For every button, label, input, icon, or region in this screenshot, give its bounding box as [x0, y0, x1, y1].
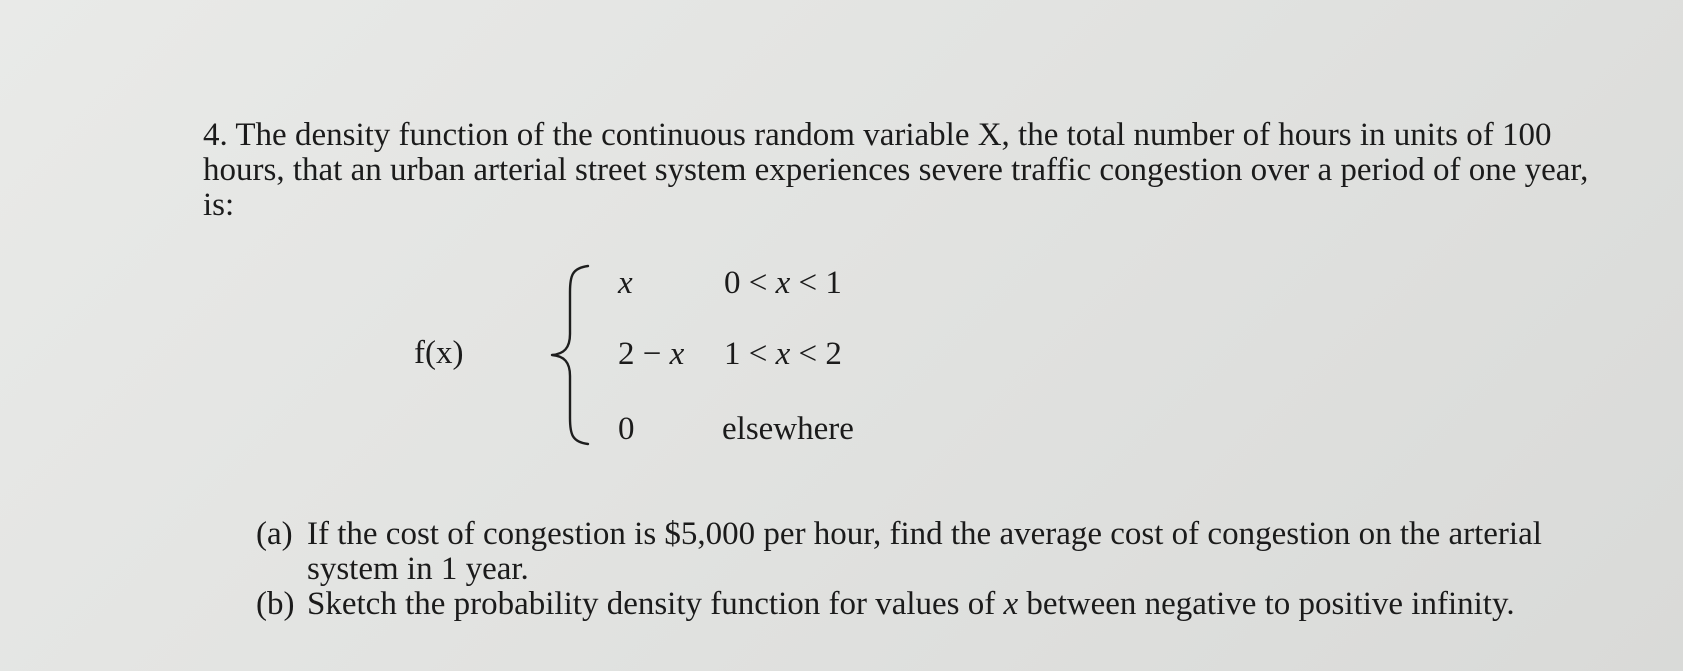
case-2-condition: 1 < x < 2	[724, 336, 842, 372]
part-b-text	[307, 587, 1556, 622]
problem-statement	[203, 117, 1589, 223]
case-3-expression: 0	[618, 411, 635, 447]
case-1-condition: 0 < x < 1	[724, 265, 842, 301]
part-a-label: (a)	[256, 516, 293, 552]
case-1-expression: x	[618, 265, 633, 301]
sub-questions	[256, 517, 1556, 622]
problem-line: is:	[203, 187, 235, 223]
part-b-label: (b)	[256, 586, 295, 622]
case-2-expression: 2 − x	[618, 336, 685, 372]
function-label: f(x)	[414, 335, 464, 371]
part-a	[256, 517, 1556, 587]
problem-line: hours, that an urban arterial street system experiences severe traffic congestion over a period of one year,	[203, 152, 1589, 188]
case-3-condition: elsewhere	[722, 411, 854, 447]
problem-line: 4. The density function of the continuous random variable X, the total number of hours in units of 100	[203, 117, 1552, 153]
part-b	[256, 587, 1556, 622]
part-a-text	[307, 517, 1556, 587]
part-a-line: system in 1 year.	[307, 551, 529, 587]
part-a-line: If the cost of congestion is $5,000 per hour, find the average cost of congestion on the arterial	[307, 516, 1542, 552]
part-b-line: Sketch the probability density function for values of x between negative to positive infinity.	[307, 586, 1515, 622]
left-brace	[548, 262, 598, 448]
